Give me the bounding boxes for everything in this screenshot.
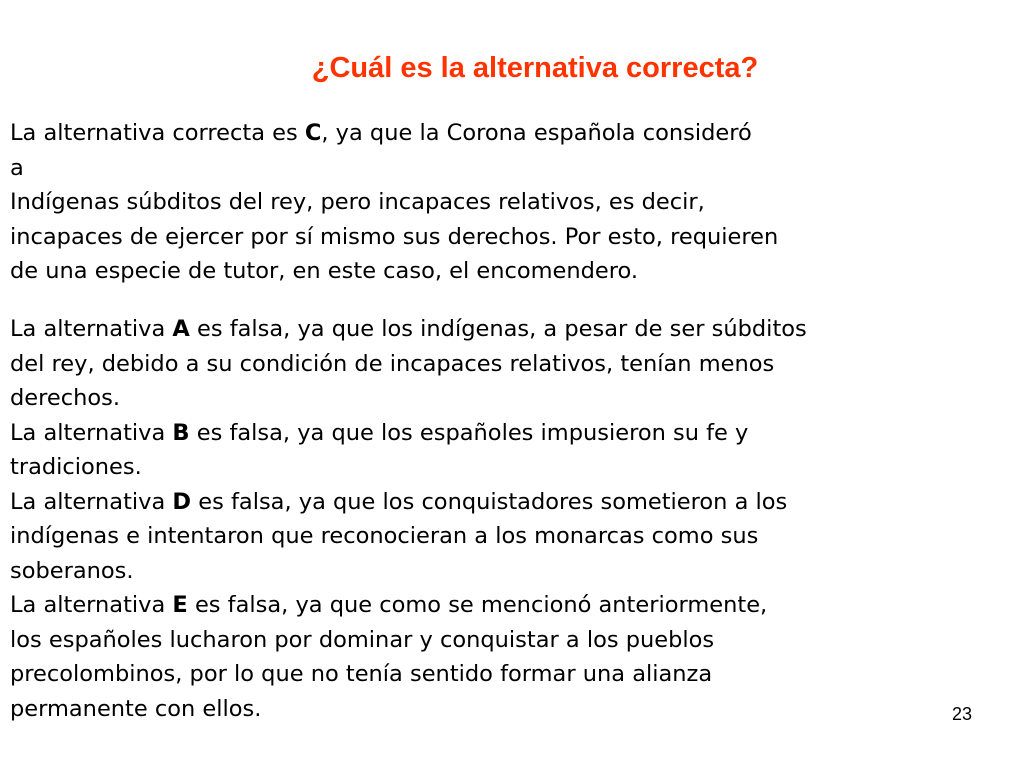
text-line	[10, 116, 1000, 151]
text-run: La alternativa	[10, 316, 173, 342]
answer-letter-b: B	[172, 419, 190, 446]
text-run: es falsa, ya que como se mencionó anteriormente,	[187, 592, 768, 618]
text-run: La alternativa	[10, 592, 173, 618]
text-line	[10, 485, 1000, 520]
text-run: es falsa, ya que los conquistadores sometieron a los	[191, 488, 788, 515]
text-line: precolombinos, por lo que no tenía sentido formar una alianza	[10, 661, 713, 687]
text-line: permanente con ellos.	[10, 695, 262, 722]
page-number: 23	[951, 704, 972, 724]
text-line: los españoles lucharon por dominar y conquistar a los pueblos	[10, 626, 715, 653]
slide-title: ¿Cuál es la alternativa correcta?	[311, 52, 759, 84]
answer-letter-e: E	[172, 592, 188, 618]
text-line: del rey, debido a su condición de incapaces relativos, tenían menos	[10, 350, 775, 377]
text-line: soberanos.	[10, 557, 134, 584]
text-line: indígenas e intentaron que reconocieran a los monarcas como sus	[10, 523, 759, 549]
text-line	[10, 588, 1000, 623]
text-run: La alternativa	[10, 488, 173, 515]
text-line: de una especie de tutor, en este caso, el encomendero.	[10, 258, 639, 284]
answer-letter-a: A	[172, 316, 190, 342]
text-line	[10, 312, 1000, 347]
text-line: Indígenas súbditos del rey, pero incapaces relativos, es decir,	[10, 189, 705, 215]
text-run: , ya que la Corona española consideró	[321, 120, 752, 146]
text-run: es falsa, ya que los españoles impusieron su fe y	[189, 419, 749, 446]
text-line: tradiciones.	[10, 454, 142, 480]
text-run: es falsa, ya que los indígenas, a pesar de ser súbditos	[189, 316, 807, 342]
false-alternatives-paragraph	[10, 312, 1000, 726]
answer-letter-d: D	[172, 488, 192, 515]
text-run: La alternativa correcta es	[10, 120, 305, 146]
text-line	[10, 416, 1000, 451]
text-run: La alternativa	[10, 419, 173, 446]
correct-answer-paragraph	[10, 116, 1000, 289]
answer-letter-c: C	[304, 120, 322, 146]
text-line: incapaces de ejercer por sí mismo sus derechos. Por esto, requieren	[10, 223, 779, 250]
text-line: derechos.	[10, 385, 120, 411]
text-line: a	[10, 154, 24, 181]
